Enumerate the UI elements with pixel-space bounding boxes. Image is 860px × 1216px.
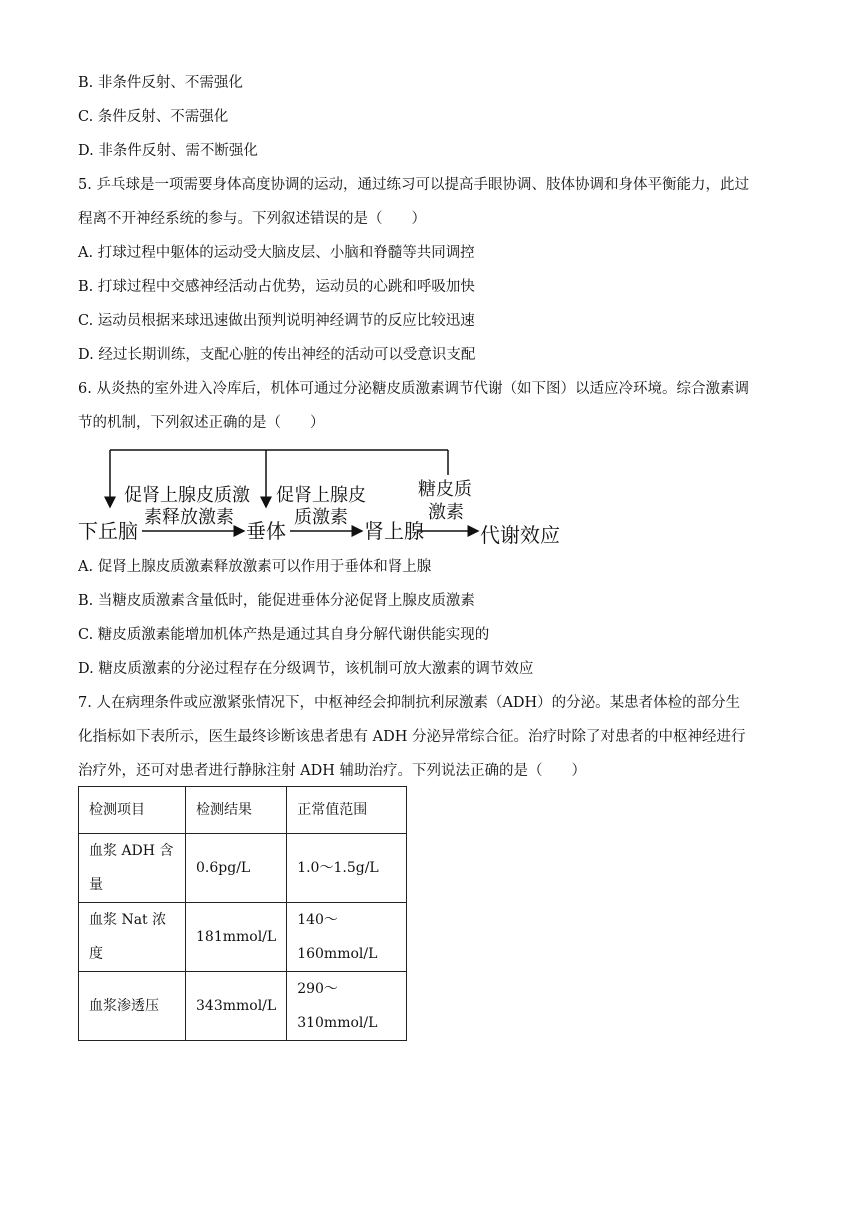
q6-stem-line1: 6. 从炎热的室外进入冷库后，机体可通过分泌糖皮质激素调节代谢（如下图）以适应冷环境。综合激素调 [78, 381, 749, 397]
table-row [79, 903, 407, 972]
cell-result: 0.6pg/L [186, 834, 287, 903]
cell-range-line2: 160mmol/L [297, 946, 378, 962]
q6-stem-line2: 节的机制，下列叙述正确的是（ ） [78, 415, 325, 431]
cell-range [287, 903, 407, 972]
cell-item [79, 834, 186, 903]
node-adrenal: 肾上腺 [364, 519, 424, 543]
q5-option-a: A. 打球过程中躯体的运动受大脑皮层、小脑和脊髓等共同调控 [78, 245, 475, 261]
cell-item-line1: 血浆 ADH 含 [89, 843, 174, 859]
cell-range: 1.0～1.5g/L [287, 834, 407, 903]
q6-option-d: D. 糖皮质激素的分泌过程存在分级调节，该机制可放大激素的调节效应 [78, 661, 534, 677]
cell-result: 343mmol/L [186, 972, 287, 1041]
label-gc-line2: 激素 [428, 502, 464, 523]
table-row [79, 834, 407, 903]
header-item: 检测项目 [79, 787, 186, 834]
lab-results-table [78, 786, 407, 1041]
label-acth-line1: 促肾上腺皮 [276, 485, 366, 506]
cell-result: 181mmol/L [186, 903, 287, 972]
cell-item-line2: 量 [89, 877, 103, 893]
cell-range-line1: 290～ [297, 981, 338, 997]
q5-stem-line2: 程离不开神经系统的参与。下列叙述错误的是（ ） [78, 211, 426, 227]
label-acth-line2: 质激素 [294, 507, 348, 528]
hormone-regulation-diagram [78, 445, 578, 555]
q5-option-d: D. 经过长期训练，支配心脏的传出神经的活动可以受意识支配 [78, 347, 476, 363]
q4-option-d: D. 非条件反射、需不断强化 [78, 143, 258, 159]
q7-stem-line1: 7. 人在病理条件或应激紧张情况下，中枢神经会抑制抗利尿激素（ADH）的分泌。某患者体检的部分生 [78, 695, 741, 711]
q4-option-c: C. 条件反射、不需强化 [78, 109, 229, 125]
cell-range-line2: 310mmol/L [297, 1015, 378, 1031]
node-hypothalamus: 下丘脑 [78, 519, 138, 543]
cell-range-line1: 140～ [297, 912, 338, 928]
cell-item: 血浆 Nat 浓度 [79, 903, 186, 972]
node-metabolic-effect: 代谢效应 [480, 523, 560, 547]
header-range: 正常值范围 [287, 787, 407, 834]
label-crh-line2: 素释放激素 [144, 507, 234, 528]
node-pituitary: 垂体 [246, 519, 286, 543]
table-row [79, 972, 407, 1041]
table-header-row [79, 787, 407, 834]
label-crh-line1: 促肾上腺皮质激 [124, 485, 250, 506]
q5-option-c: C. 运动员根据来球迅速做出预判说明神经调节的反应比较迅速 [78, 313, 475, 329]
q6-option-a: A. 促肾上腺皮质激素释放激素可以作用于垂体和肾上腺 [78, 559, 432, 575]
label-gc-line1: 糖皮质 [418, 479, 472, 500]
q6-option-b: B. 当糖皮质激素含量低时，能促进垂体分泌促肾上腺皮质激素 [78, 593, 475, 609]
q5-stem-line1: 5. 乒乓球是一项需要身体高度协调的运动，通过练习可以提高手眼协调、肢体协调和身体平衡能力，此过 [78, 177, 749, 193]
q6-option-c: C. 糖皮质激素能增加机体产热是通过其自身分解代谢供能实现的 [78, 627, 490, 643]
header-result: 检测结果 [186, 787, 287, 834]
q5-option-b: B. 打球过程中交感神经活动占优势，运动员的心跳和呼吸加快 [78, 279, 475, 295]
cell-item: 血浆渗透压 [79, 972, 186, 1041]
q4-option-b: B. 非条件反射、不需强化 [78, 75, 243, 91]
q7-stem-line3: 治疗外，还可对患者进行静脉注射 ADH 辅助治疗。下列说法正确的是（ ） [78, 763, 586, 779]
q7-stem-line2: 化指标如下表所示，医生最终诊断该患者患有 ADH 分泌异常综合征。治疗时除了对患者的中枢神经进行 [78, 729, 746, 745]
cell-range [287, 972, 407, 1041]
